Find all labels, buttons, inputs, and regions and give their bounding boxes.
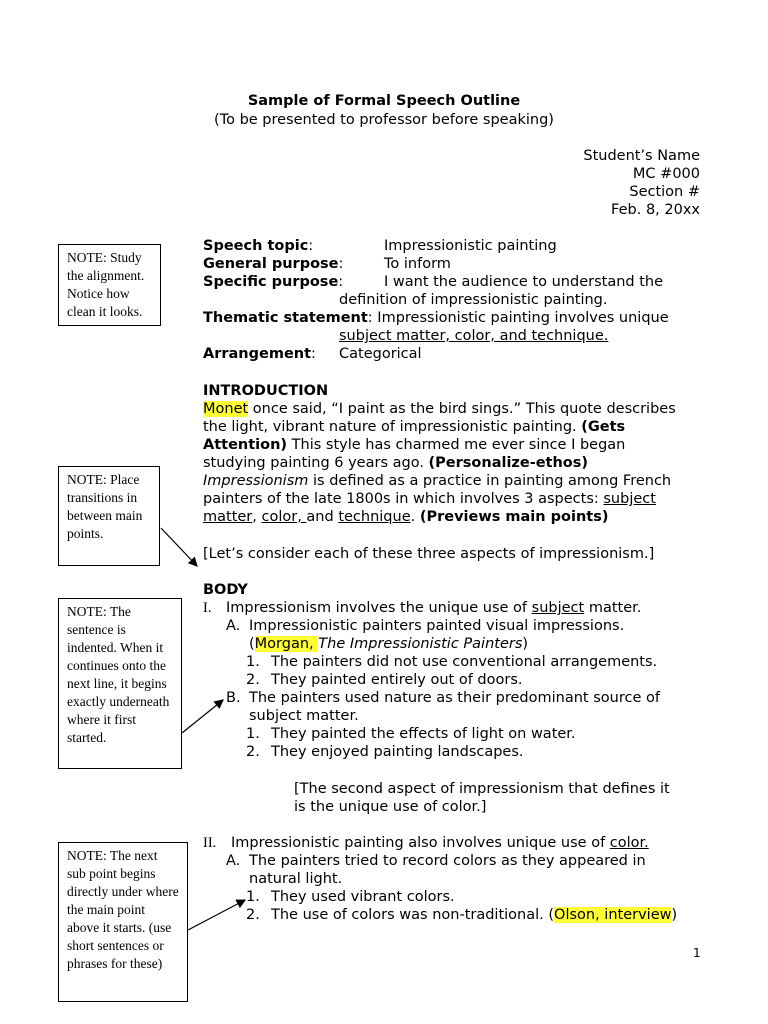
main-point-ii: Impressionistic painting also involves unique use of color. xyxy=(231,835,649,851)
note-alignment: NOTE: Study the alignment. Notice how clean it looks. xyxy=(58,244,161,326)
intro-transition: [Let’s consider each of these three aspects of impressionism.] xyxy=(203,546,655,562)
sub-point-iia1-number: 1. xyxy=(246,889,260,905)
date: Feb. 8, 20xx xyxy=(611,202,700,218)
sub-point-b-label: B. xyxy=(226,690,241,706)
sub-point-b: The painters used nature as their predominant source of xyxy=(249,690,660,706)
sub-point-b1-number: 1. xyxy=(246,726,260,742)
body-heading: BODY xyxy=(203,582,248,598)
sub-point-a: Impressionistic painters painted visual impressions. xyxy=(249,618,625,634)
sub-point-iia-label: A. xyxy=(226,853,241,869)
intro-line-5: Impressionism is defined as a practice in painting among French xyxy=(203,473,672,489)
sub-point-a-label: A. xyxy=(226,618,241,634)
arrow-transitions xyxy=(161,528,197,566)
sub-point-iia-cont: natural light. xyxy=(249,871,343,887)
note-sub-point: NOTE: The next sub point begins directly under where the main point above it starts. (use short sentences or phrases for these) xyxy=(58,842,188,1002)
thematic-statement-row: Thematic statement: Impressionistic painting involves unique xyxy=(203,310,669,326)
main-point-ii-number: II. xyxy=(203,835,217,851)
sub-point-iia2-number: 2. xyxy=(246,907,260,923)
sub-point-b1: They painted the effects of light on water. xyxy=(271,726,576,742)
main-point-i: Impressionism involves the unique use of subject matter. xyxy=(226,600,642,616)
thematic-statement-cont: subject matter, color, and technique. xyxy=(339,328,609,344)
arrow-sub-point xyxy=(188,900,245,930)
arrangement-value: Categorical xyxy=(339,346,422,362)
specific-purpose-row: Specific purpose: xyxy=(203,274,344,290)
arrow-indentation xyxy=(182,700,223,733)
note-transitions: NOTE: Place transitions in between main points. xyxy=(58,466,160,566)
sub-point-a1: The painters did not use conventional arrangements. xyxy=(271,654,658,670)
specific-purpose-value-cont: definition of impressionistic painting. xyxy=(339,292,608,308)
sub-point-iia: The painters tried to record colors as they appeared in xyxy=(249,853,646,869)
intro-line-4: studying painting 6 years ago. (Personalize-ethos) xyxy=(203,455,589,471)
main-point-i-number: I. xyxy=(203,600,212,616)
intro-line-2: the light, vibrant nature of impressionistic painting. (Gets xyxy=(203,419,626,435)
intro-line-7: matter, color, and technique. (Previews main points) xyxy=(203,509,609,525)
note-indentation: NOTE: The sentence is indented. When it continues onto the next line, it begins exactly underneath where it first started. xyxy=(58,598,182,769)
page-number: 1 xyxy=(693,946,701,960)
sub-point-b2-number: 2. xyxy=(246,744,260,760)
mc-number: MC #000 xyxy=(632,166,700,182)
arrangement-row: Arrangement: xyxy=(203,346,316,362)
sub-point-a1-number: 1. xyxy=(246,654,260,670)
sub-point-a-citation: (Morgan, The Impressionistic Painters) xyxy=(249,636,529,652)
intro-line-1: Monet once said, “I paint as the bird sings.” This quote describes xyxy=(203,401,676,417)
sub-point-iia2: The use of colors was non-traditional. (Olson, interview) xyxy=(271,907,678,923)
sub-point-b2: They enjoyed painting landscapes. xyxy=(271,744,524,760)
body-transition-line-1: [The second aspect of impressionism that defines it xyxy=(294,781,670,797)
section-number: Section # xyxy=(629,184,700,200)
sub-point-a2-number: 2. xyxy=(246,672,260,688)
sub-point-b-cont: subject matter. xyxy=(249,708,359,724)
page-subtitle: (To be presented to professor before speaking) xyxy=(214,112,554,128)
intro-line-3: Attention) This style has charmed me ever since I began xyxy=(203,437,626,453)
sub-point-a2: They painted entirely out of doors. xyxy=(271,672,523,688)
speech-topic-value: Impressionistic painting xyxy=(384,238,557,254)
intro-line-6: painters of the late 1800s in which involves 3 aspects: subject xyxy=(203,491,656,507)
speech-topic-row: Speech topic: xyxy=(203,238,314,254)
intro-heading: INTRODUCTION xyxy=(203,383,329,399)
student-name: Student’s Name xyxy=(583,148,700,164)
body-transition-line-2: is the unique use of color.] xyxy=(294,799,487,815)
specific-purpose-value: I want the audience to understand the xyxy=(384,274,663,290)
general-purpose-value: To inform xyxy=(384,256,451,272)
sub-point-iia1: They used vibrant colors. xyxy=(271,889,455,905)
general-purpose-row: General purpose: xyxy=(203,256,344,272)
page-title: Sample of Formal Speech Outline xyxy=(247,93,521,109)
